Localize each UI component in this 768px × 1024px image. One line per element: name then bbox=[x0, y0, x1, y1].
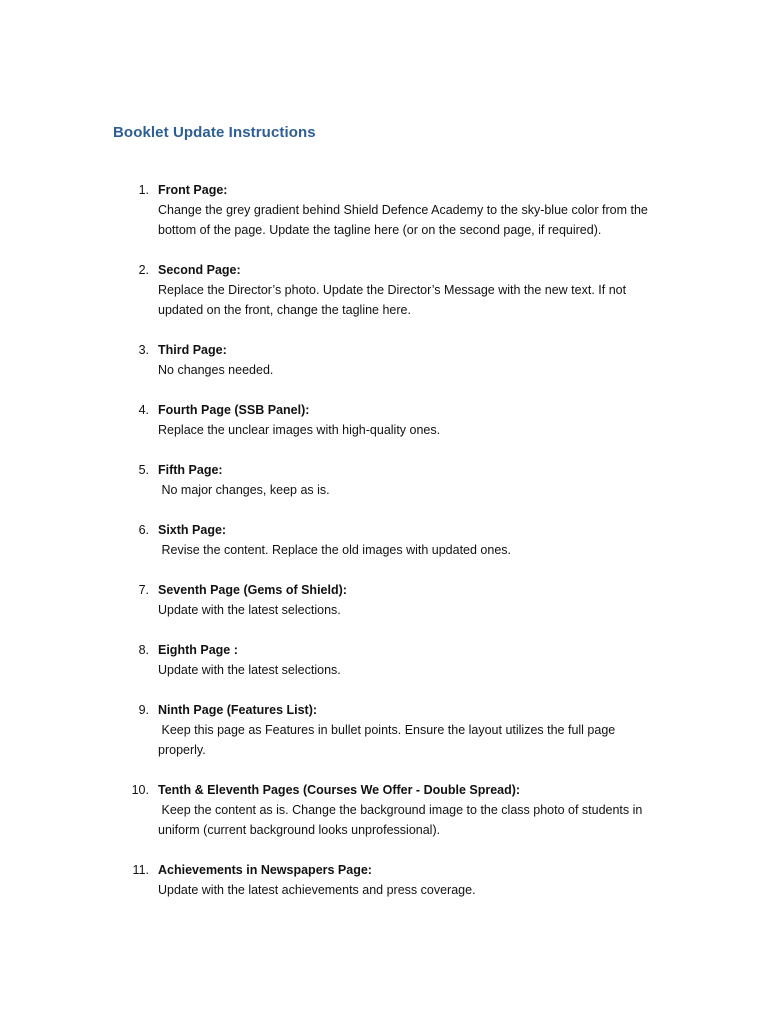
item-heading: Fourth Page (SSB Panel): bbox=[158, 403, 310, 417]
list-item bbox=[0, 400, 768, 440]
item-heading: Achievements in Newspapers Page: bbox=[158, 863, 372, 877]
list-item bbox=[0, 260, 768, 320]
item-content bbox=[158, 700, 663, 760]
item-heading: Seventh Page (Gems of Shield): bbox=[158, 583, 347, 597]
item-heading: Fifth Page: bbox=[158, 463, 223, 477]
item-number: 1. bbox=[138, 183, 149, 197]
item-content bbox=[158, 460, 663, 500]
item-content bbox=[158, 180, 663, 240]
item-content bbox=[158, 640, 663, 680]
list-item bbox=[0, 780, 768, 840]
item-description: Replace the Director’s photo. Update the Director’s Message with the new text. If not updated on the front, change the tagline here. bbox=[158, 283, 627, 317]
item-heading: Front Page: bbox=[158, 183, 228, 197]
document-title: Booklet Update Instructions bbox=[113, 124, 316, 141]
item-content bbox=[158, 260, 663, 320]
item-content bbox=[158, 340, 663, 380]
item-heading: Sixth Page: bbox=[158, 523, 227, 537]
list-item bbox=[0, 640, 768, 680]
item-number: 4. bbox=[138, 403, 149, 417]
item-number: 9. bbox=[138, 703, 149, 717]
item-description: Change the grey gradient behind Shield Defence Academy to the sky-blue color from the bottom of the page. Update the tagline here (or on the second page, if required). bbox=[158, 203, 648, 237]
item-number: 10. bbox=[131, 783, 149, 797]
item-content bbox=[158, 780, 663, 840]
item-description: No major changes, keep as is. bbox=[158, 483, 330, 497]
item-description: No changes needed. bbox=[158, 363, 274, 377]
item-description: Keep this page as Features in bullet points. Ensure the layout utilizes the full page properly. bbox=[158, 723, 619, 757]
item-description: Replace the unclear images with high-quality ones. bbox=[158, 423, 441, 437]
item-number: 3. bbox=[138, 343, 149, 357]
item-heading: Eighth Page : bbox=[158, 643, 238, 657]
item-content bbox=[158, 860, 663, 900]
instruction-list bbox=[0, 180, 768, 920]
list-item bbox=[0, 520, 768, 560]
item-number: 7. bbox=[138, 583, 149, 597]
item-description: Revise the content. Replace the old images with updated ones. bbox=[158, 543, 512, 557]
item-description: Update with the latest selections. bbox=[158, 603, 341, 617]
list-item bbox=[0, 340, 768, 380]
list-item bbox=[0, 460, 768, 500]
item-number: 2. bbox=[138, 263, 149, 277]
list-item bbox=[0, 180, 768, 240]
item-description: Keep the content as is. Change the background image to the class photo of students in uniform (current background looks unprofessional). bbox=[158, 803, 646, 837]
item-heading: Third Page: bbox=[158, 343, 227, 357]
list-item bbox=[0, 700, 768, 760]
item-description: Update with the latest achievements and press coverage. bbox=[158, 883, 476, 897]
item-description: Update with the latest selections. bbox=[158, 663, 341, 677]
item-number: 8. bbox=[138, 643, 149, 657]
item-heading: Ninth Page (Features List): bbox=[158, 703, 318, 717]
item-heading: Tenth & Eleventh Pages (Courses We Offer - Double Spread): bbox=[158, 783, 521, 797]
item-number: 5. bbox=[138, 463, 149, 477]
item-number: 6. bbox=[138, 523, 149, 537]
item-content bbox=[158, 580, 663, 620]
item-content bbox=[158, 400, 663, 440]
list-item bbox=[0, 860, 768, 900]
list-item bbox=[0, 580, 768, 620]
item-number: 11. bbox=[132, 863, 149, 877]
item-heading: Second Page: bbox=[158, 263, 241, 277]
item-content bbox=[158, 520, 663, 560]
